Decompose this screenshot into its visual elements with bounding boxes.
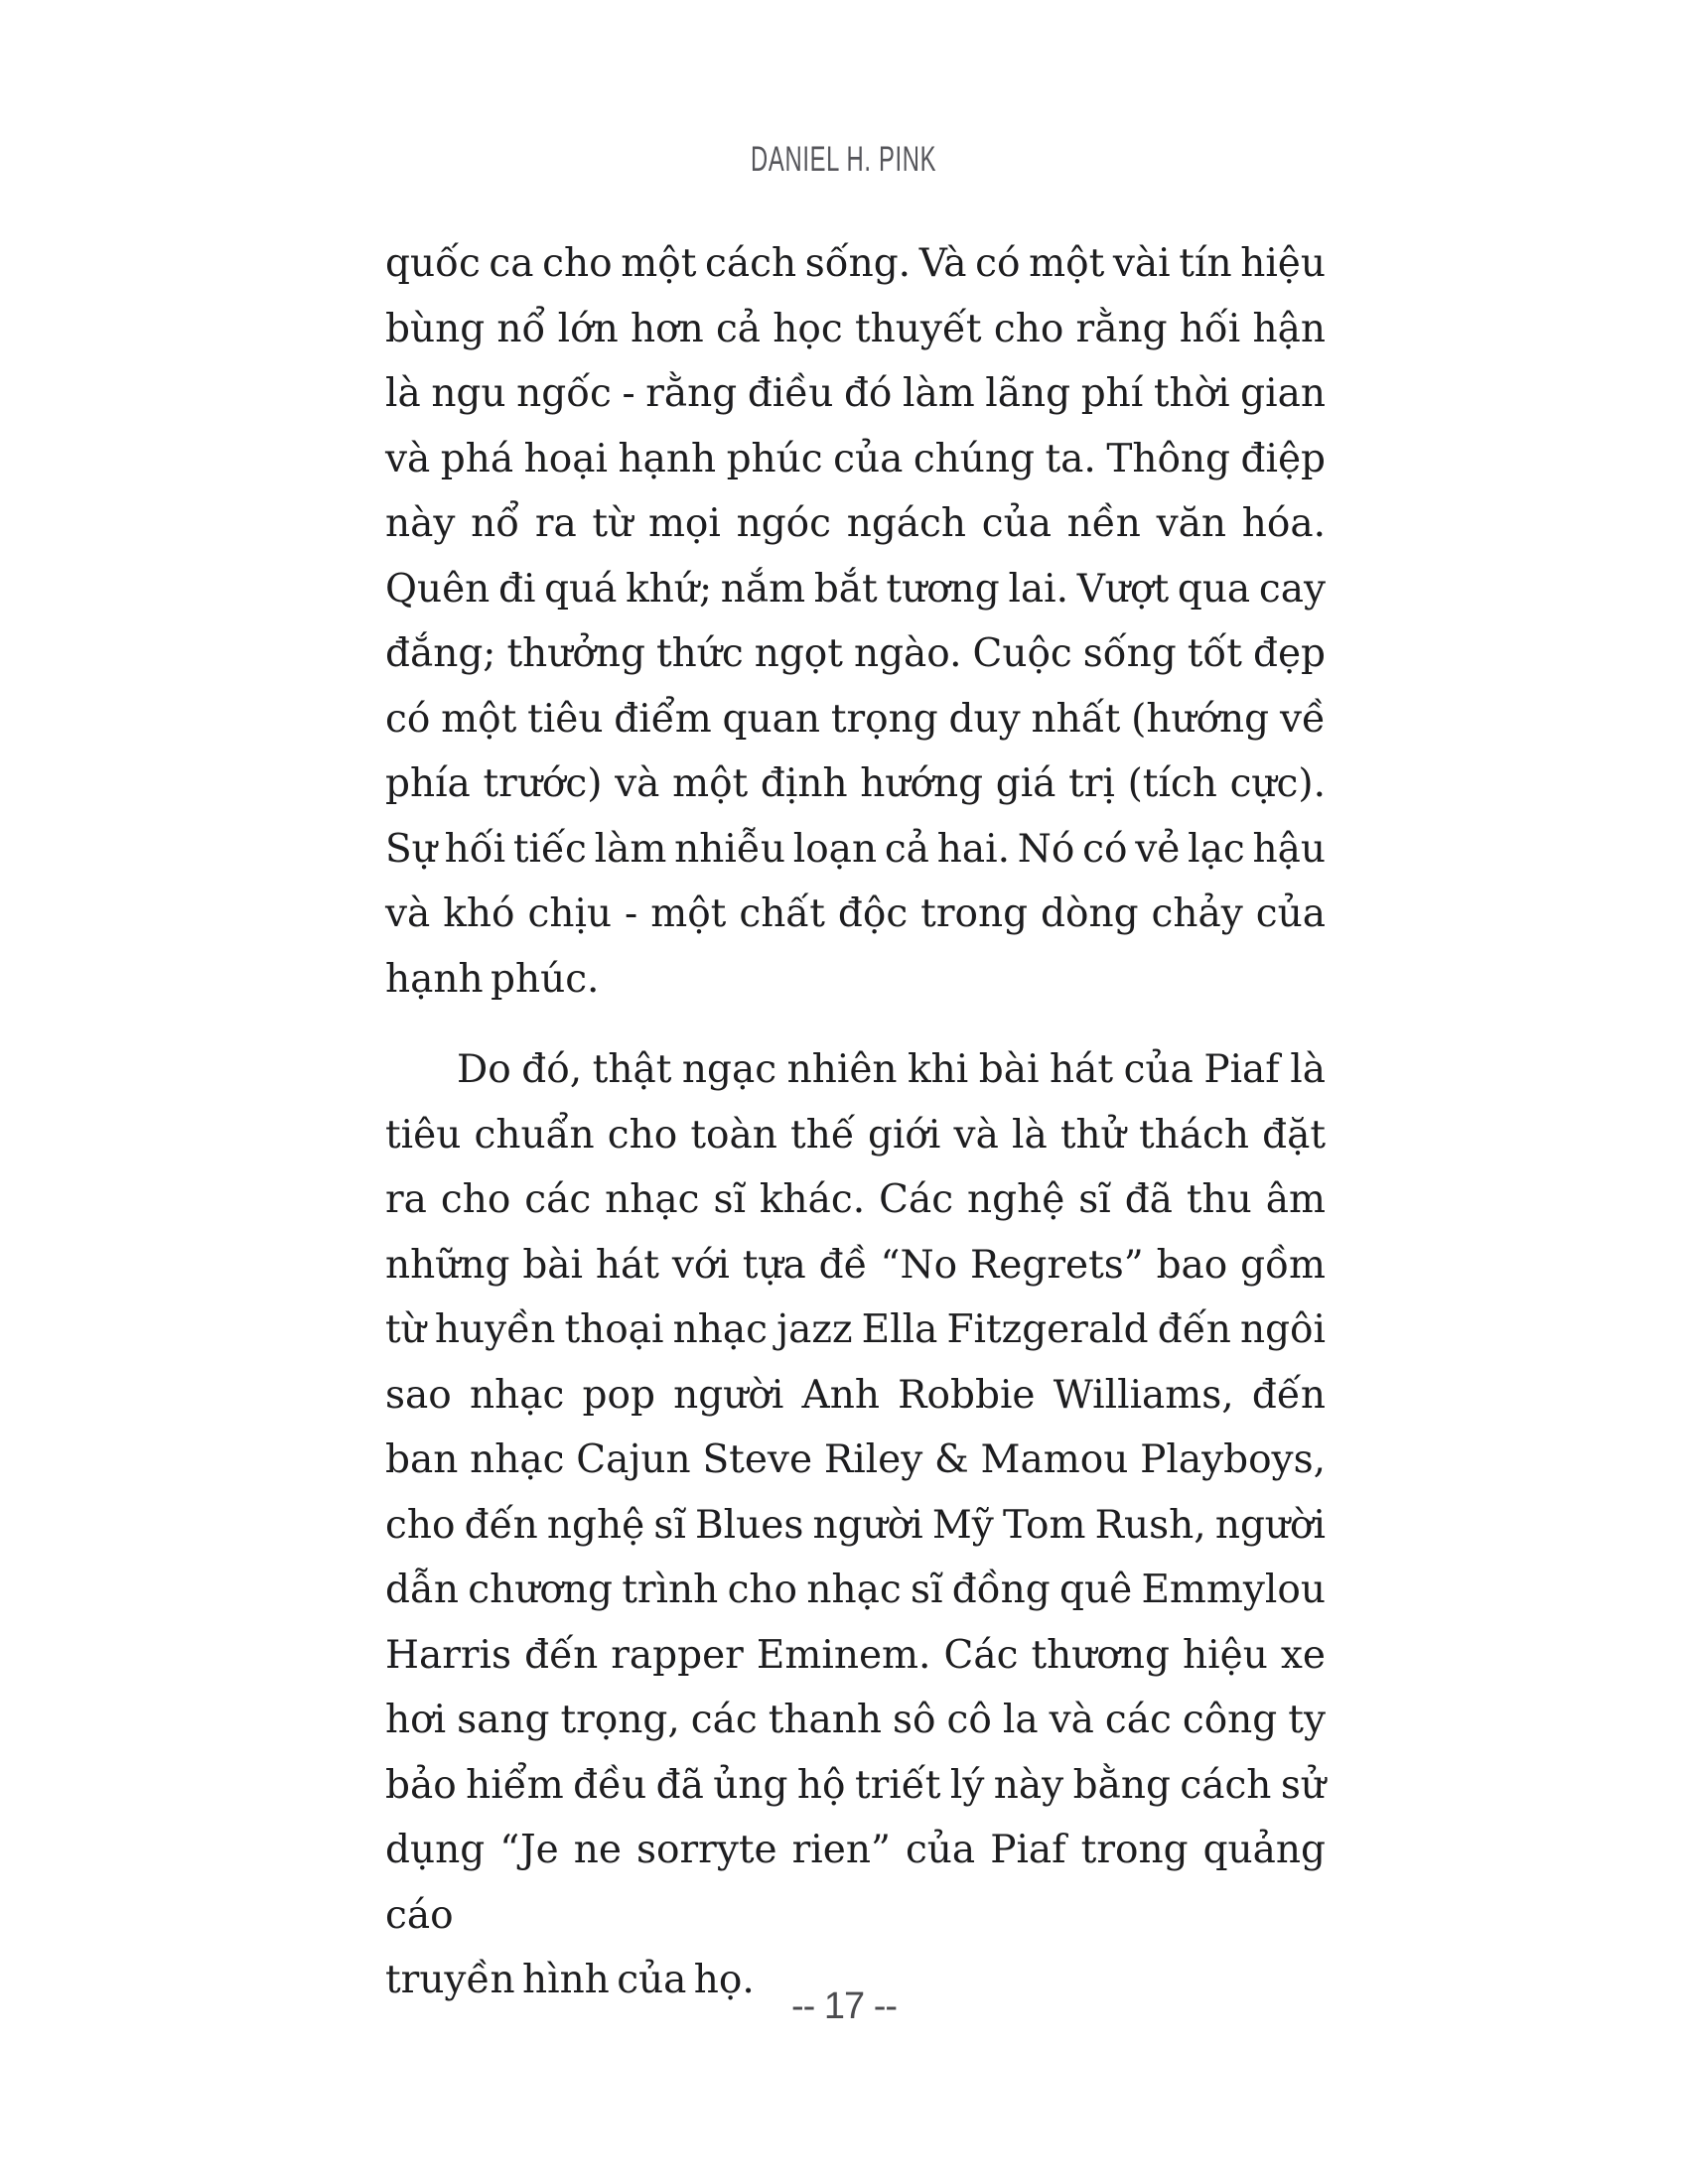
text-line: dẫn chương trình cho nhạc sĩ đồng quê Emmylou — [385, 1568, 1326, 1612]
text-line: cho đến nghệ sĩ Blues người Mỹ Tom Rush, người — [385, 1502, 1326, 1548]
paragraph-1 — [385, 231, 1326, 1012]
text-line: và khó chịu - một chất độc trong dòng chảy của — [385, 891, 1326, 936]
text-line: quốc ca cho một cách sống. Và có một vài tín hiệu — [385, 241, 1326, 286]
text-line: này nổ ra từ mọi ngóc ngách của nền văn hóa. — [385, 501, 1326, 546]
text-line: bảo hiểm đều đã ủng hộ triết lý này bằng cách sử — [385, 1762, 1326, 1808]
running-header — [0, 140, 1688, 180]
text-line: có một tiêu điểm quan trọng duy nhất (hướng về — [385, 696, 1326, 742]
text-line: những bài hát với tựa đề “No Regrets” bao gồm — [385, 1242, 1326, 1288]
text-line: sao nhạc pop người Anh Robbie Williams, đến — [385, 1372, 1326, 1418]
body-text — [385, 231, 1326, 2013]
text-line: Do đó, thật ngạc nhiên khi bài hát của Piaf là — [457, 1047, 1326, 1092]
text-line: hạnh phúc. — [385, 956, 600, 1002]
text-line: Sự hối tiếc làm nhiễu loạn cả hai. Nó có vẻ lạc hậu — [385, 826, 1326, 872]
text-line: ra cho các nhạc sĩ khác. Các nghệ sĩ đã thu âm — [385, 1177, 1326, 1222]
text-line: bùng nổ lớn hơn cả học thuyết cho rằng hối hận — [385, 306, 1326, 351]
text-line: Harris đến rapper Eminem. Các thương hiệu xe — [385, 1632, 1326, 1678]
author-name: DANIEL H. PINK — [751, 140, 937, 179]
text-line: ban nhạc Cajun Steve Riley & Mamou Playboys, — [385, 1437, 1326, 1482]
paragraph-2 — [385, 1037, 1326, 2013]
text-line: đắng; thưởng thức ngọt ngào. Cuộc sống tốt đẹp — [385, 631, 1326, 676]
text-line: và phá hoại hạnh phúc của chúng ta. Thông điệp — [385, 436, 1326, 481]
text-line: dụng “Je ne sorryte rien” của Piaf trong quảng cáo — [385, 1828, 1326, 1938]
text-line: hơi sang trọng, các thanh sô cô la và các công ty — [385, 1698, 1326, 1742]
text-line: Quên đi quá khứ; nắm bắt tương lai. Vượt qua cay — [385, 566, 1326, 612]
text-line: phía trước) và một định hướng giá trị (tích cực). — [385, 761, 1326, 806]
text-line: tiêu chuẩn cho toàn thế giới và là thử thách đặt — [385, 1112, 1326, 1158]
page-number: -- 17 -- — [791, 1985, 897, 2027]
text-line: là ngu ngốc - rằng điều đó làm lãng phí thời gian — [385, 371, 1326, 416]
text-line: từ huyền thoại nhạc jazz Ella Fitzgerald đến ngôi — [385, 1307, 1326, 1352]
text-line: truyền hình của họ. — [385, 1958, 755, 2002]
